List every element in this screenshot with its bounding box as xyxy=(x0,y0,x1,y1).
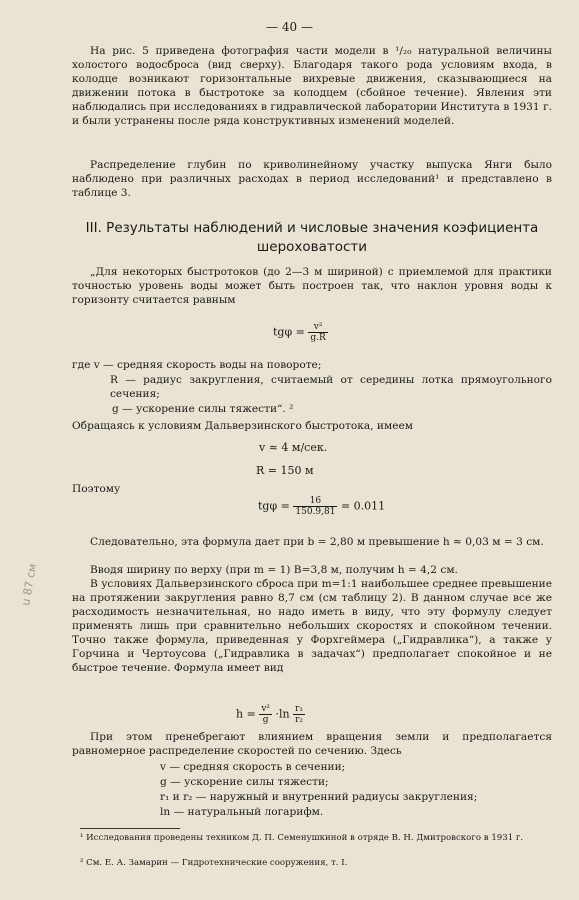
formula-rhs: = 0.011 xyxy=(340,499,386,513)
formula-h xyxy=(236,704,305,725)
definition-v: где v — средняя скорость воды на повороте; xyxy=(72,359,322,371)
page-number: — 40 — xyxy=(266,20,313,34)
paragraph-2: Распределение глубин по криволинейному участку выпуска Янги было наблюдено при различных расходах в период исследований¹ и представлено в таблице 3. xyxy=(72,159,552,199)
fraction-numerator: 16 xyxy=(293,496,337,507)
footnote-2: ² См. Е. А. Замарин — Гидротехнические сооружения, т. I. xyxy=(80,858,348,868)
paragraph-quote: „Для некоторых быстротоков (до 2—3 м шириной) с приемлемой для практики точностью уровень воды может быть построен так, что наклон уровня воды к горизонту считается равным xyxy=(72,266,552,306)
fraction-denominator: g xyxy=(262,715,269,725)
formula-fraction xyxy=(259,704,272,725)
paragraph-7: В условиях Дальверзинского сброса при m=1:1 наибольшее среднее превышение на протяжении закругления равно 8,7 см (см таблицу 2). В данном случае все же расходимость незначительная, но надо иметь в виду, что эту формулу следует применять лишь при сравнительно небольших скоростях и спокойном течении. Точно также формула, приведенная у Форхгеймера („Гидравлика“), а также у Горчина и Чертоусова („Гидравлика в задачах“) предполагает спокойное и не быстрое течение. Формула имеет вид xyxy=(72,578,552,674)
paragraph-4: Обращаясь к условиям Дальверзинского быстротока, имеем xyxy=(72,420,413,432)
velocity-value: v ≈ 4 м/сек. xyxy=(259,441,328,454)
paragraph-1: На рис. 5 приведена фотография части модели в ¹/₂₀ натуральной величины холостого водосброса (вид сверху). Благодаря такого рода условиям входа, в колодце возникают горизонтальные вихревые движения, сказывающиеся на движении потока в быстротоке за колодцем (сбойное течение). Явления эти наблюдались при исследованиях в гидравлической лаборатории Института в 1931 г. и были устранены после ряда конструктивных изменений моделей. xyxy=(72,45,552,127)
formula-tg-2 xyxy=(258,496,385,517)
definition-radii: r₁ и r₂ — наружный и внутренний радиусы закругления; xyxy=(160,791,478,803)
definition-g: g — ускорение силы тяжести“. ² xyxy=(112,403,294,415)
formula-lhs: tgφ = xyxy=(258,499,290,513)
section-heading: III. Результаты наблюдений и числовые значения коэфициента шероховатости xyxy=(85,220,539,255)
fraction-denominator: r₂ xyxy=(295,715,304,725)
definition-v-section: v — средняя скорость в сечении; xyxy=(160,761,346,773)
formula-fraction xyxy=(293,496,337,517)
formula-tg-1 xyxy=(273,322,328,343)
formula-ln: ·ln xyxy=(275,707,290,721)
handwritten-margin-note: u 87 см xyxy=(19,562,40,607)
radius-value: R = 150 м xyxy=(256,464,314,477)
poetomu-label: Поэтому xyxy=(72,483,121,495)
definition-R: R — радиус закругления, считаемый от середины лотка прямоугольного сечения; xyxy=(110,374,552,400)
formula-radius-fraction xyxy=(293,704,305,725)
paragraph-6: Вводя ширину по верху (при m = 1) B=3,8 м, получим h = 4,2 см. xyxy=(90,564,458,576)
paragraph-8: При этом пренебрегают влиянием вращения земли и предполагается равномерное распределение скоростей по сечению. Здесь xyxy=(72,731,552,757)
fraction-denominator: 150.9,81 xyxy=(295,507,336,517)
formula-lhs: tgφ = xyxy=(273,325,305,339)
fraction-denominator: g.R xyxy=(310,333,326,343)
fraction-numerator: v² xyxy=(261,704,271,714)
fraction-numerator: r₁ xyxy=(295,704,304,714)
footnote-divider xyxy=(80,828,180,829)
fraction-numerator: v² xyxy=(308,322,327,333)
footnote-1: ¹ Исследования проведены техником Д. П. Семенушкиной в отряде В. Н. Дмитровского в 1931 г. xyxy=(80,833,524,843)
paragraph-5: Следовательно, эта формула дает при b = 2,80 м превышение h ≈ 0,03 м = 3 см. xyxy=(90,536,544,548)
definition-g-gravity: g — ускорение силы тяжести; xyxy=(160,776,329,788)
definition-ln: ln — натуральный логарифм. xyxy=(160,806,324,818)
formula-lhs: h = xyxy=(236,707,256,721)
formula-fraction xyxy=(308,322,327,343)
